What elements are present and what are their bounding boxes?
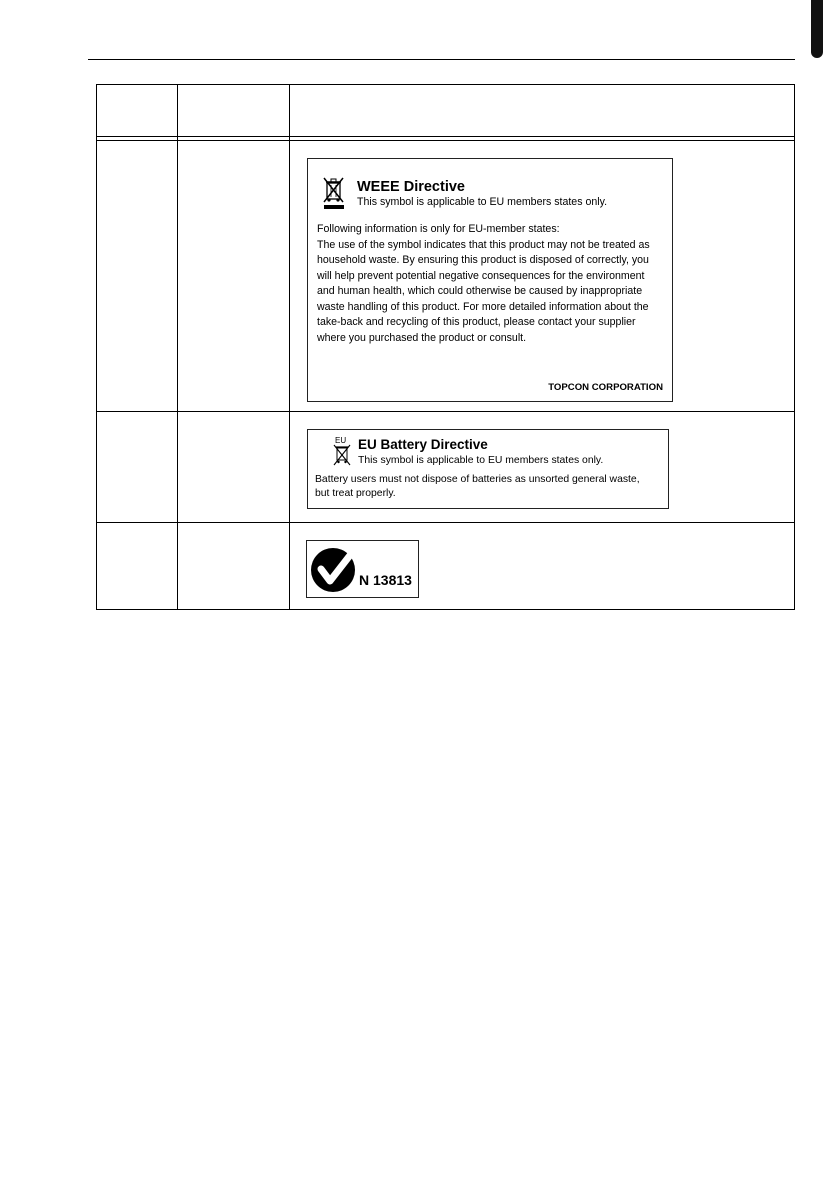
rcm-check-logo-icon — [310, 544, 362, 596]
weee-line-1: Following information is only for EU-member states: — [317, 223, 560, 235]
battery-subtitle: This symbol is applicable to EU members states only. — [358, 455, 604, 466]
header-row-divider — [97, 136, 794, 137]
row-divider-1 — [97, 411, 794, 412]
weee-line-6: waste handling of this product. For more detailed information about the — [317, 300, 649, 313]
battery-line-2: but treat properly. — [315, 488, 396, 499]
battery-title: EU Battery Directive — [358, 437, 488, 452]
weee-line-5: and human health, which could otherwise be caused by inappropriate — [317, 285, 643, 297]
labels-table — [96, 84, 795, 610]
battery-label — [307, 429, 669, 509]
weee-line-2: The use of the symbol indicates that this product may not be treated as — [317, 238, 650, 251]
rcm-number: N 13813 — [359, 572, 412, 588]
weee-line-3: household waste. By ensuring this product is disposed of correctly, you — [317, 254, 649, 266]
header-row-divider-double — [97, 140, 794, 141]
row-divider-2 — [97, 522, 794, 523]
weee-subtitle: This symbol is applicable to EU members states only. — [357, 196, 608, 208]
battery-line-1: Battery users must not dispose of batteries as unsorted general waste, — [315, 474, 640, 485]
weee-line-8: where you purchased the product or consult. — [317, 331, 527, 344]
weee-title: WEEE Directive — [357, 179, 465, 195]
weee-label — [307, 158, 673, 402]
weee-company: TOPCON CORPORATION — [548, 382, 663, 393]
weee-line-4: will help prevent potential negative consequences for the environment — [317, 269, 645, 282]
header-rule — [88, 59, 795, 60]
crossed-bin-icon — [322, 175, 346, 211]
column-divider-2 — [289, 85, 290, 609]
page-edge-tab — [811, 0, 823, 58]
column-divider-1 — [177, 85, 178, 609]
weee-line-7: take-back and recycling of this product, please contact your supplier — [317, 316, 636, 328]
crossed-battery-bin-icon — [333, 435, 351, 467]
svg-text:EU: EU — [335, 436, 347, 445]
rcm-label — [306, 540, 419, 598]
